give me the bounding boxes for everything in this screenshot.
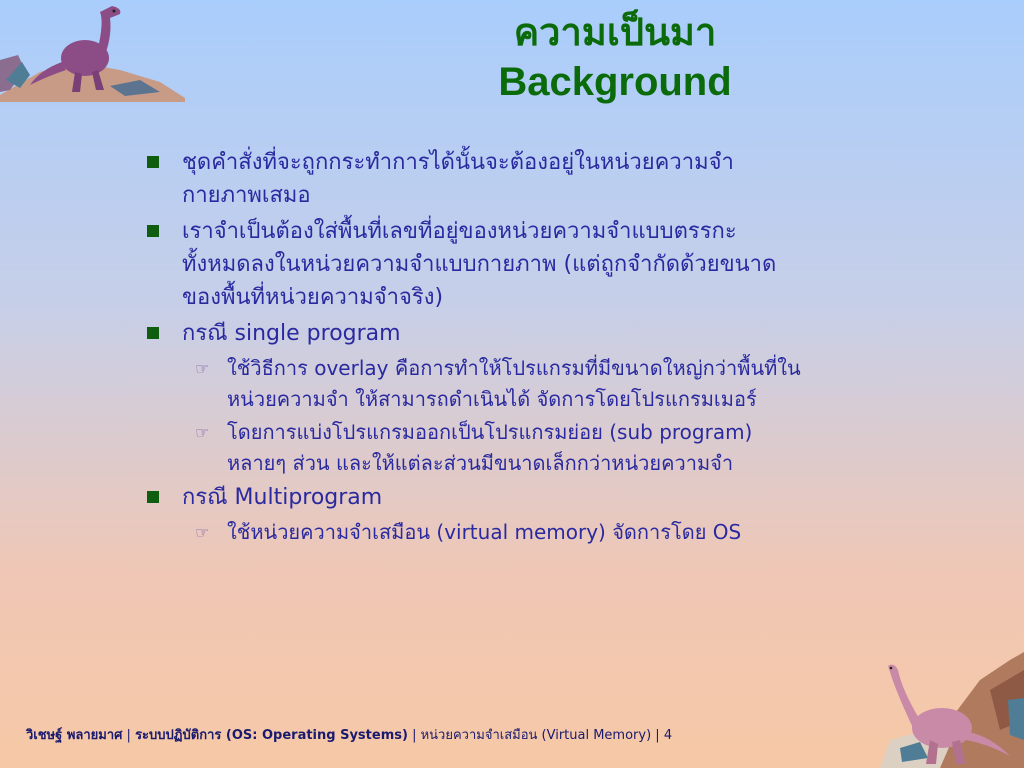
sub-bullet-item: [145, 353, 935, 415]
bullet-text: กรณี single program: [182, 321, 401, 346]
square-bullet-icon: [147, 327, 159, 339]
footer-page-number: 4: [663, 728, 673, 743]
bullet-item: [145, 146, 935, 212]
sub-bullet-item: [145, 517, 935, 548]
bullet-item: [145, 215, 935, 314]
footer-topic: หน่วยความจำเสมือน (Virtual Memory): [420, 728, 652, 743]
footer-separator: |: [651, 728, 664, 743]
footer-course: ระบบปฏิบัติการ (OS: Operating Systems): [135, 728, 408, 743]
bullet-text: เราจำเป็นต้องใส่พื้นที่เลขที่อยู่ของหน่วยความจำแบบตรรกะ ทั้งหมดลงในหน่วยความจำแบบกายภาพ (แต่ถูกจำกัดด้วยขนาด ของพื้นที่หน่วยความจำจริง): [182, 219, 777, 310]
sub-bullet-text: โดยการแบ่งโปรแกรมออกเป็นโปรแกรมย่อย (sub program) หลายๆ ส่วน และให้แต่ละส่วนมีขนาดเล็กกว่าหน่วยความจำ: [227, 420, 753, 475]
square-bullet-icon: [147, 156, 159, 168]
pointing-hand-icon: ☞: [195, 523, 210, 542]
slide-title: [250, 8, 980, 108]
dinosaur-top-left-icon: [0, 0, 190, 110]
square-bullet-icon: [147, 225, 159, 237]
dinosaur-bottom-right-icon: [880, 640, 1024, 768]
square-bullet-icon: [147, 491, 159, 503]
footer-author: วิเชษฐ์ พลายมาศ: [26, 728, 123, 743]
sub-bullet-text: ใช้วิธีการ overlay คือการทำให้โปรแกรมที่มีขนาดใหญ่กว่าพื้นที่ใน หน่วยความจำ ให้สามารถดำเนินได้ จัดการโดยโปรแกรมเมอร์: [227, 356, 801, 411]
pointing-hand-icon: ☞: [195, 423, 210, 442]
footer-separator: |: [122, 728, 136, 743]
slide-footer: [26, 724, 672, 745]
bullet-list: [145, 146, 935, 550]
sub-bullet-item: [145, 417, 935, 479]
pointing-hand-icon: ☞: [195, 359, 210, 378]
bullet-item: [145, 481, 935, 514]
footer-separator: |: [407, 728, 421, 743]
sub-bullet-text: ใช้หน่วยความจำเสมือน (virtual memory) จัดการโดย OS: [227, 520, 742, 544]
title-thai: ความเป็นมา: [513, 10, 717, 54]
bullet-text: กรณี Multiprogram: [182, 485, 383, 510]
bullet-item: [145, 317, 935, 350]
bullet-text: ชุดคำสั่งที่จะถูกกระทำการได้นั้นจะต้องอยู่ในหน่วยความจำ กายภาพเสมอ: [182, 150, 734, 208]
title-english: Background: [498, 60, 732, 104]
